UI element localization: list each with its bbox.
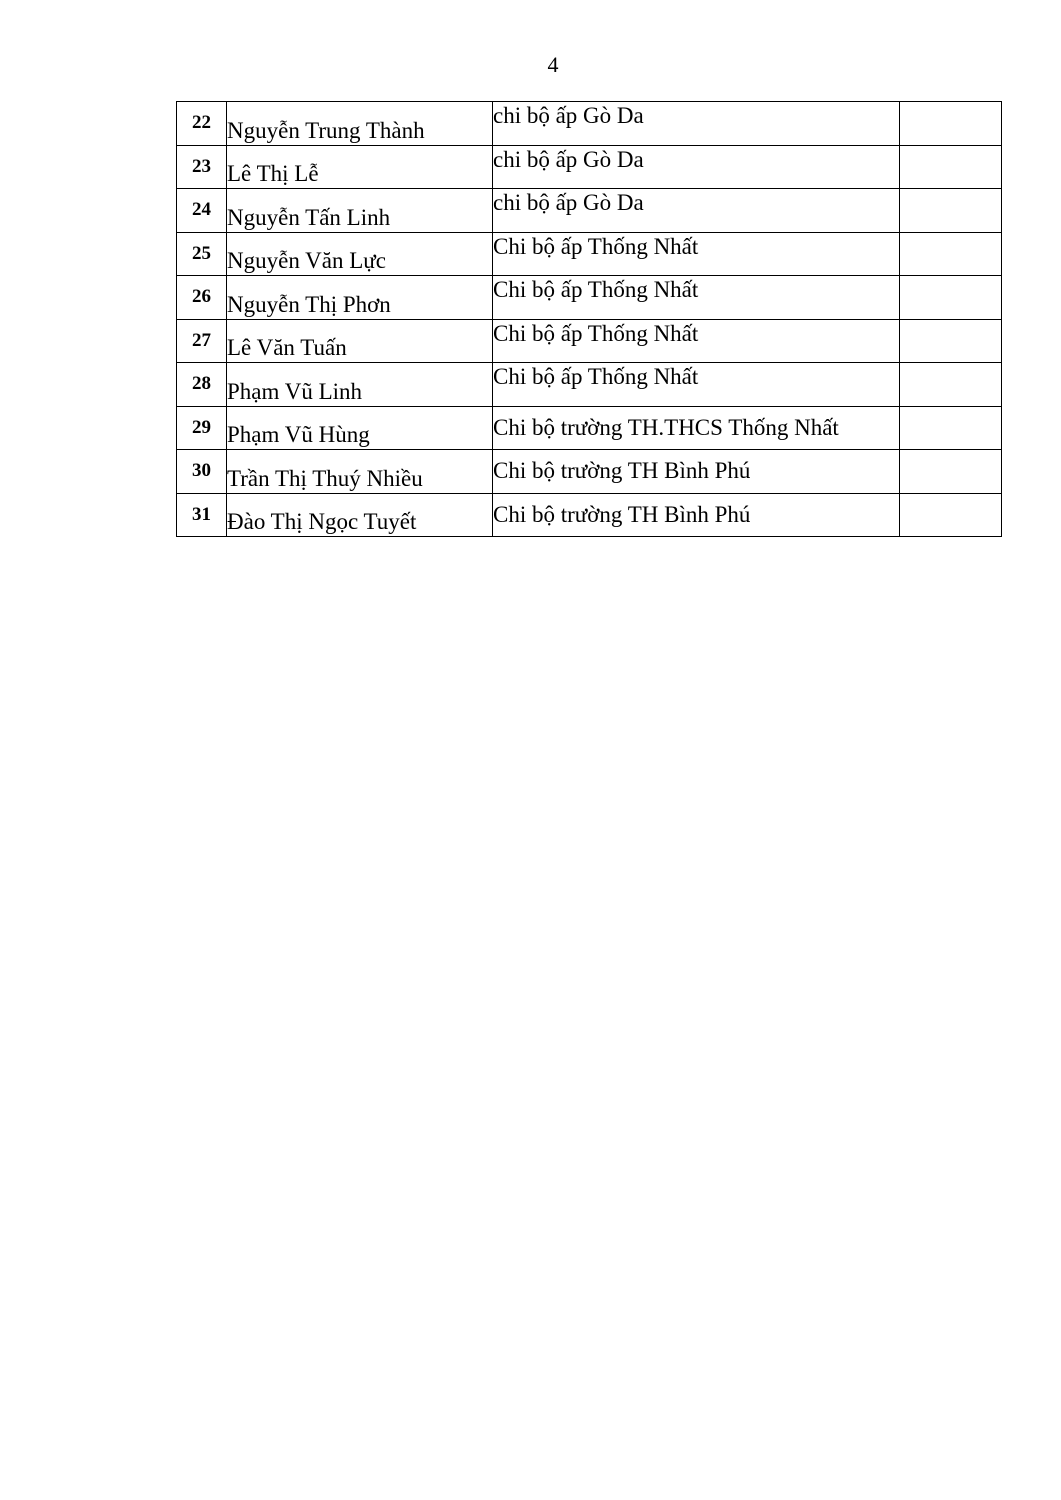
table-row xyxy=(177,276,1002,320)
party-cell-unit: chi bộ ấp Gò Da xyxy=(493,145,900,189)
party-cell-unit: Chi bộ ấp Thống Nhất xyxy=(493,232,900,276)
party-cell-unit: Chi bộ ấp Thống Nhất xyxy=(493,319,900,363)
table-row xyxy=(177,493,1002,537)
row-number: 29 xyxy=(177,406,227,450)
note-cell xyxy=(900,145,1002,189)
note-cell xyxy=(900,406,1002,450)
table-row xyxy=(177,102,1002,146)
note-cell xyxy=(900,450,1002,494)
row-number: 24 xyxy=(177,189,227,233)
row-number: 26 xyxy=(177,276,227,320)
party-cell-unit: Chi bộ trường TH Bình Phú xyxy=(493,450,900,494)
row-number: 31 xyxy=(177,493,227,537)
row-number: 27 xyxy=(177,319,227,363)
member-name: Trần Thị Thuý Nhiều xyxy=(227,450,493,494)
member-name: Nguyễn Tấn Linh xyxy=(227,189,493,233)
row-number: 22 xyxy=(177,102,227,146)
table-row xyxy=(177,363,1002,407)
note-cell xyxy=(900,276,1002,320)
party-cell-unit: chi bộ ấp Gò Da xyxy=(493,189,900,233)
note-cell xyxy=(900,319,1002,363)
table-row xyxy=(177,145,1002,189)
member-name: Nguyễn Trung Thành xyxy=(227,102,493,146)
table-row xyxy=(177,450,1002,494)
row-number: 25 xyxy=(177,232,227,276)
member-name: Lê Văn Tuấn xyxy=(227,319,493,363)
row-number: 30 xyxy=(177,450,227,494)
party-cell-unit: Chi bộ ấp Thống Nhất xyxy=(493,276,900,320)
note-cell xyxy=(900,102,1002,146)
table-row xyxy=(177,319,1002,363)
party-cell-unit: Chi bộ trường TH.THCS Thống Nhất xyxy=(493,406,900,450)
table-row xyxy=(177,189,1002,233)
member-name: Phạm Vũ Hùng xyxy=(227,406,493,450)
party-cell-unit: Chi bộ ấp Thống Nhất xyxy=(493,363,900,407)
note-cell xyxy=(900,363,1002,407)
note-cell xyxy=(900,493,1002,537)
party-cell-unit: chi bộ ấp Gò Da xyxy=(493,102,900,146)
row-number: 28 xyxy=(177,363,227,407)
party-cell-unit: Chi bộ trường TH Bình Phú xyxy=(493,493,900,537)
row-number: 23 xyxy=(177,145,227,189)
page-number: 4 xyxy=(547,52,559,77)
member-table xyxy=(176,101,1002,537)
note-cell xyxy=(900,189,1002,233)
table-row xyxy=(177,232,1002,276)
table-row xyxy=(177,406,1002,450)
member-name: Lê Thị Lễ xyxy=(227,145,493,189)
note-cell xyxy=(900,232,1002,276)
member-name: Nguyễn Thị Phơn xyxy=(227,276,493,320)
member-name: Phạm Vũ Linh xyxy=(227,363,493,407)
member-name: Nguyễn Văn Lực xyxy=(227,232,493,276)
member-name: Đào Thị Ngọc Tuyết xyxy=(227,493,493,537)
